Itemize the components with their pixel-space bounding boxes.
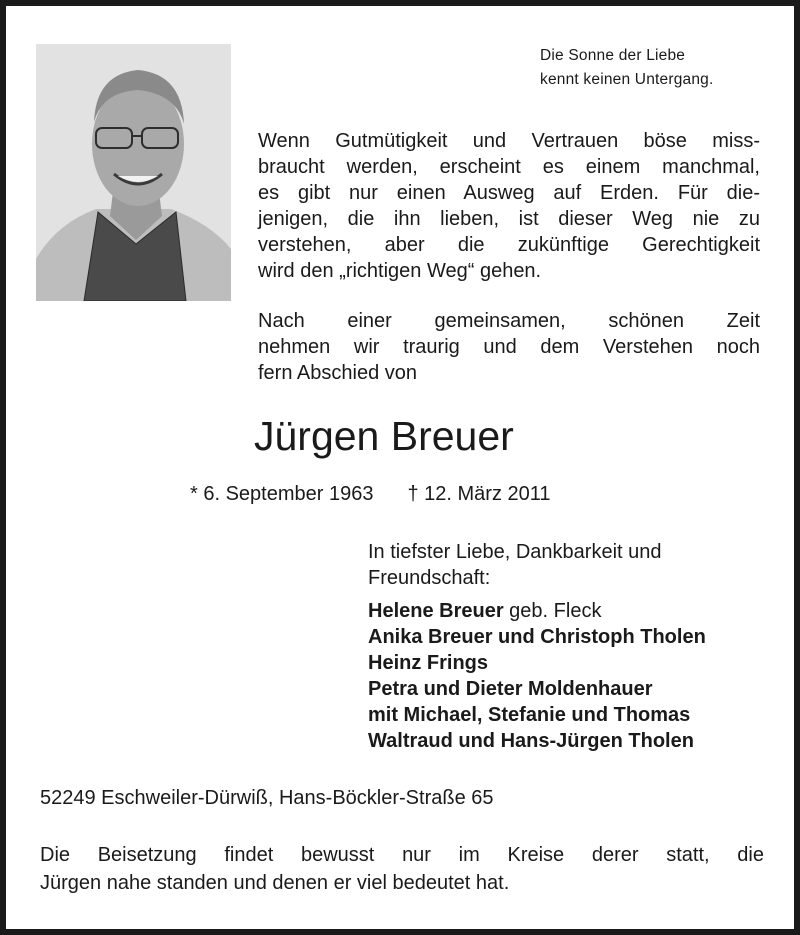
mourners-list [368,598,706,754]
paragraph-line: Nach einer gemeinsamen, schönen Zeit [258,310,760,332]
motto-quote [540,44,714,92]
paragraph-line: braucht werden, erscheint es einem manchmal, [258,156,760,178]
paragraph-line: jenigen, die ihn lieben, ist dieser Weg nie zu [258,208,760,230]
mourning-intro-line: In tiefster Liebe, Dankbarkeit und [368,541,662,563]
mourning-address: 52249 Eschweiler-Dürwiß, Hans-Böckler-Straße 65 [40,787,494,809]
mourner-entry: Anika Breuer und Christoph Tholen [368,626,706,648]
paragraph-line: wird den „richtigen Weg“ gehen. [258,260,542,282]
life-dates [190,480,551,508]
funeral-note-line: Die Beisetzung findet bewusst nur im Kreise derer statt, die [40,844,764,866]
birth-date: * 6. September 1963 [190,483,374,505]
paragraph-line: Wenn Gutmütigkeit und Vertrauen böse miss- [258,130,760,152]
funeral-note-line: Jürgen nahe standen und denen er viel bedeutet hat. [40,872,510,894]
death-date: † 12. März 2011 [407,483,551,505]
mourner-entry: mit Michael, Stefanie und Thomas [368,704,691,726]
paragraph-line: verstehen, aber die zukünftige Gerechtigkeit [258,234,760,256]
mourner-entry: Heinz Frings [368,652,489,674]
paragraph-line: fern Abschied von [258,362,417,384]
motto-line: kennt keinen Untergang. [540,71,714,88]
motto-line: Die Sonne der Liebe [540,47,686,64]
funeral-note [40,841,764,897]
paragraph-line: es gibt nur einen Ausweg auf Erden. Für die- [258,182,760,204]
farewell-paragraph [258,308,760,386]
mourner-entry: Waltraud und Hans-Jürgen Tholen [368,730,694,752]
mourner-suffix: geb. Fleck [503,600,602,622]
mourner-entry [368,598,706,624]
deceased-name: Jürgen Breuer [254,413,514,459]
mourner-name: Helene Breuer [368,600,504,622]
mourning-intro [368,539,662,591]
paragraph-line: nehmen wir traurig und dem Verstehen noch [258,336,760,358]
mourner-entry: Petra und Dieter Moldenhauer [368,678,653,700]
intro-paragraph [258,128,760,284]
portrait-photo [36,44,231,301]
mourning-intro-line: Freundschaft: [368,567,491,589]
